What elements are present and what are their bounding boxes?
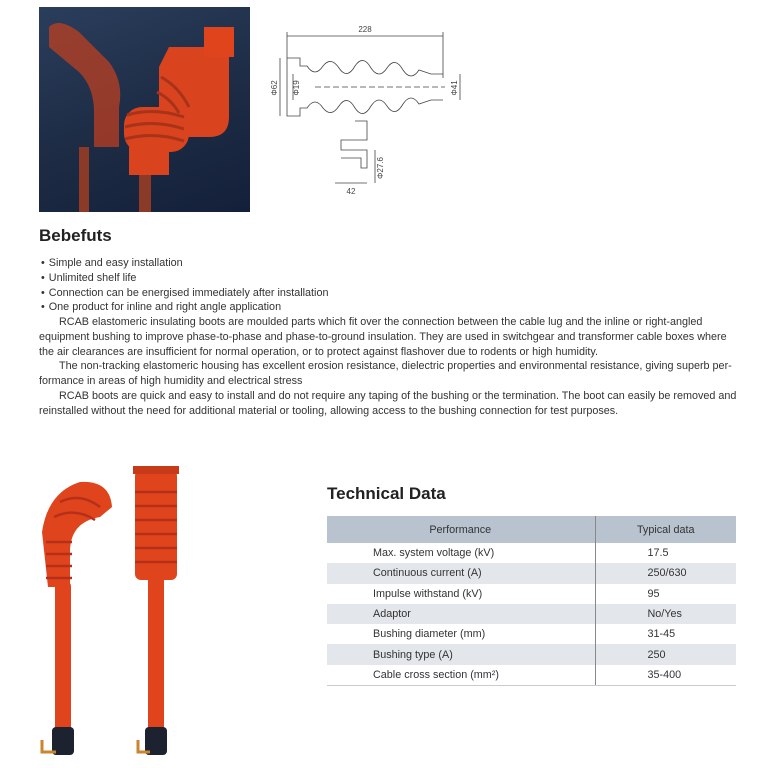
dim-d62: Φ62 [270,80,279,96]
benefits-list [41,256,328,315]
table-row [327,584,736,604]
benefit-item: • Unlimited shelf life [41,271,328,286]
column-header-performance: Performance [327,516,595,543]
table-row [327,665,736,686]
description-paragraph: RCAB boots are quick and easy to install and do not require any taping of the bushing or the termination. The boot can easily be removed and reinstalled without the need for additional material or tooling, allowing access to the bushing connection for test purposes. [39,389,737,417]
dimension-drawing [255,18,475,198]
product-photo-top [39,7,250,212]
row-value: 250 [595,644,736,664]
row-value: 35-400 [595,665,736,686]
description [39,315,739,419]
table-row [327,604,736,624]
table-header-row [327,516,736,543]
row-label: Bushing type (A) [327,644,595,664]
row-label: Bushing diameter (mm) [373,628,486,641]
table-row [327,624,736,644]
table-row [327,543,736,563]
row-value: 250/630 [595,563,736,583]
benefit-item: • One product for inline and right angle application [41,300,328,315]
table-row [327,563,736,583]
dim-d19: Φ19 [292,80,301,96]
dim-length: 228 [358,25,372,34]
technical-data-heading: Technical Data [327,484,446,503]
row-label: Cable cross section (mm²) [327,665,595,686]
row-label: Adaptor [327,604,595,624]
dim-d41: Φ41 [450,80,459,96]
row-value: 31-45 [595,624,736,644]
technical-data-table [327,516,736,686]
column-header-typical-data: Typical data [595,516,736,543]
description-paragraph: RCAB elastomeric insulating boots are moulded parts which fit over the connection between the cable lug and the inline or right-angled equipment bushing to improve phase-to-phase and phase-to-ground insulation. They are used in switchgear and transformer cable boxes where the air clearances are insufficient for normal operation, or to protect against flashover due to rodents or high humidity. [39,316,727,358]
row-label: Impulse withstand (kV) [373,587,483,600]
row-value: No/Yes [595,604,736,624]
row-label: Continuous current (A) [327,563,595,583]
benefit-item: • Simple and easy installation [41,256,328,271]
benefit-item: • Connection can be energised immediately after installation [41,286,328,301]
row-label: Max. system voltage (kV) [373,547,495,560]
row-value: 95 [595,584,736,604]
dim-d27: Φ27.6 [376,157,385,179]
row-value: 17.5 [595,543,736,563]
dim-w42: 42 [346,187,356,196]
product-photo-bottom [30,462,210,758]
benefits-heading: Bebefuts [39,226,112,245]
description-paragraph: The non-tracking elastomeric housing has excellent erosion resistance, dielectric properties and environmental resistance, giving superb per-formance in areas of high humidity and electrical stress [39,360,732,388]
table-row [327,644,736,664]
